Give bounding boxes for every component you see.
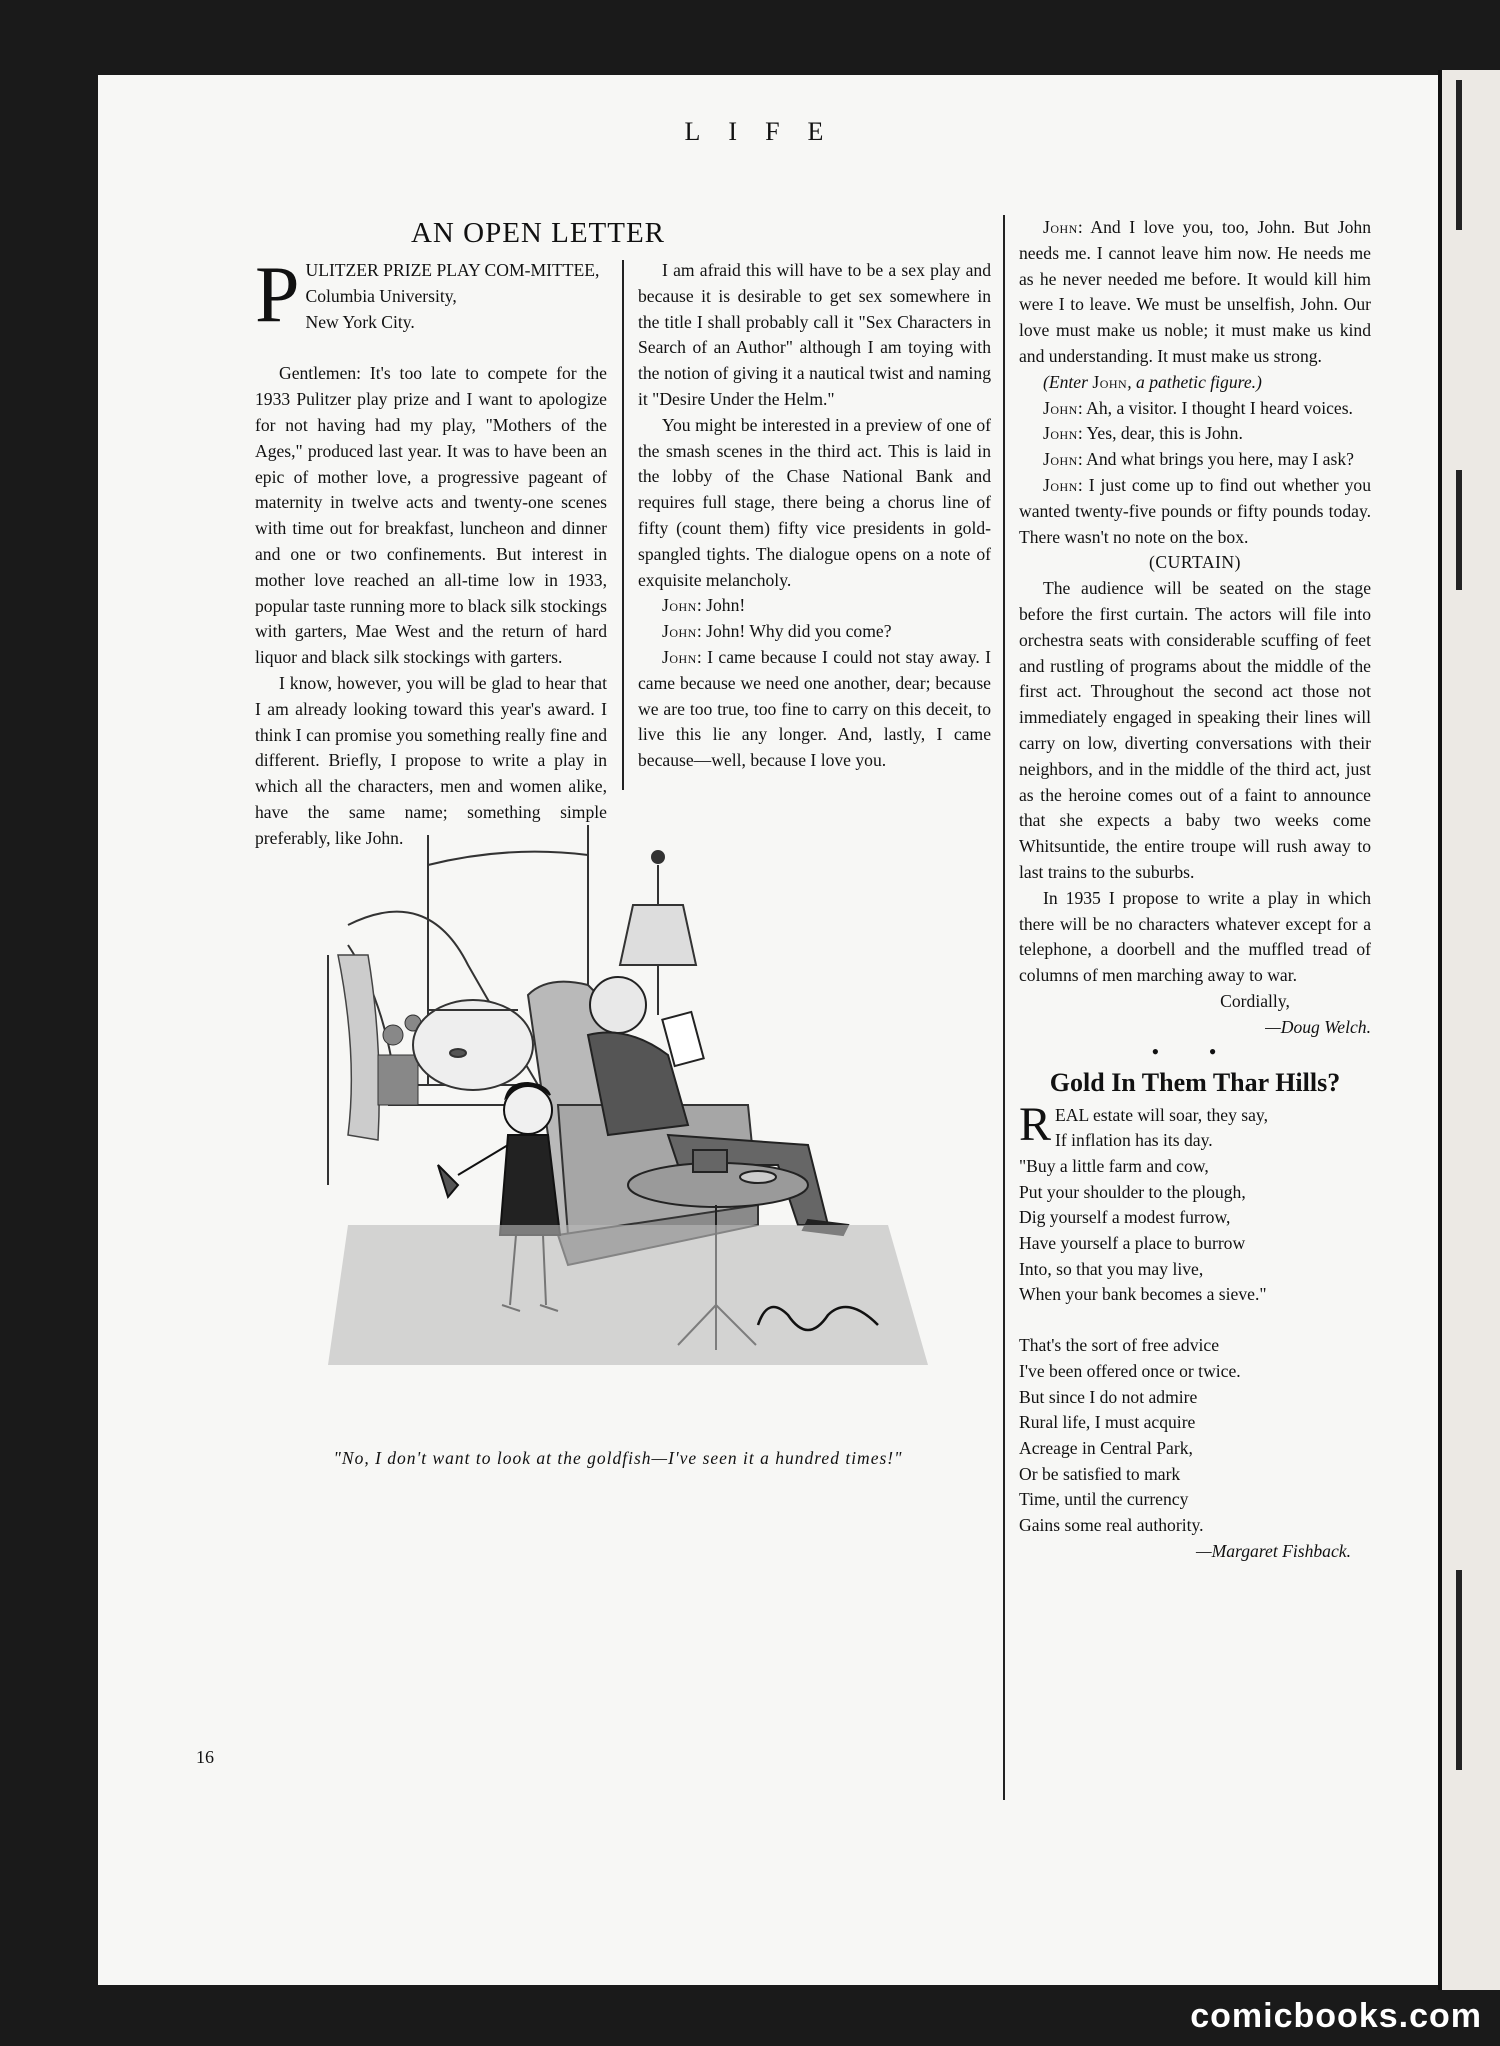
- dialogue-text: : John!: [696, 595, 746, 616]
- address-block: [255, 251, 607, 339]
- poem-line: Dig yourself a modest furrow,: [1019, 1207, 1231, 1228]
- dialogue-line: [1019, 447, 1371, 473]
- signature: —Doug Welch.: [1265, 1016, 1371, 1037]
- article-title: AN OPEN LETTER: [410, 217, 666, 249]
- dialogue-text: : And what brings you here, may I ask?: [1077, 449, 1354, 470]
- fishbowl-drawing: [413, 1000, 533, 1090]
- dialogue-line: [1019, 421, 1371, 447]
- poem-line: Put your shoulder to the plough,: [1019, 1181, 1246, 1202]
- stage-direction-text: (Enter: [1043, 371, 1093, 392]
- poem-line: If inflation has its day.: [1055, 1130, 1213, 1151]
- poem-title: Gold In Them Thar Hills?: [1049, 1067, 1341, 1097]
- poem-line: Have yourself a place to burrow: [1019, 1233, 1246, 1254]
- curtain-direction: (CURTAIN): [1149, 552, 1241, 573]
- floor-shading: [328, 1225, 928, 1365]
- poem-line: Time, until the currency: [1019, 1489, 1189, 1510]
- poem-line: "Buy a little farm and cow,: [1019, 1155, 1209, 1176]
- article-column-2: [638, 258, 991, 774]
- poem-line: Or be satisfied to mark: [1019, 1463, 1181, 1484]
- dialogue-text: : Ah, a visitor. I thought I heard voices.: [1077, 397, 1353, 418]
- dialogue-text: : John! Why did you come?: [696, 621, 892, 642]
- poem-line: Rural life, I must acquire: [1019, 1412, 1196, 1433]
- stage-direction: [1019, 370, 1371, 396]
- speaker-name: John: [1043, 423, 1078, 444]
- closing: Cordially,: [1220, 990, 1290, 1011]
- poem-line: When your bank becomes a sieve.": [1019, 1284, 1267, 1305]
- address-line: ULITZER PRIZE PLAY COM-MITTEE,: [305, 260, 600, 280]
- speaker-name: John: [1043, 397, 1078, 418]
- adjacent-page-edge: [1438, 70, 1500, 1990]
- masthead: LIFE: [684, 117, 852, 146]
- dialogue-line: [638, 619, 991, 645]
- column-rule: [622, 260, 624, 790]
- speaker-name: John: [662, 595, 697, 616]
- speaker-name: John: [1092, 371, 1128, 392]
- dialogue-line: [638, 645, 991, 774]
- drop-cap: R: [1019, 1097, 1052, 1151]
- watermark: comicbooks.com: [1190, 1997, 1482, 2035]
- speaker-name: John: [1043, 217, 1078, 237]
- page-number: 16: [196, 1747, 214, 1767]
- paragraph: I know, however, you will be glad to hear that I am already looking toward this year's award. I think I can promise you something really fine and different. Briefly, I propose to write a play in which all the characters, men and women alike, have the same name; something simple preferably, like John.: [255, 672, 607, 848]
- stage-direction-text: , a pathetic figure.): [1127, 371, 1262, 392]
- dialogue-line: [1019, 396, 1371, 422]
- poem-line: That's the sort of free advice: [1019, 1335, 1220, 1356]
- poem-line: But since I do not admire: [1019, 1386, 1198, 1407]
- article-column-1: [255, 251, 607, 852]
- page-edge-shadow: [1456, 80, 1462, 230]
- dialogue-text: : I came because I could not stay away. I came because we need one another, dear; because we are too true, too fine to carry on this deceit, to live this lie any longer. And, lastly, I came because—well, because I love you.: [638, 646, 991, 771]
- dialogue-line: [1019, 215, 1371, 370]
- address-line: New York City.: [305, 311, 415, 332]
- cartoon-illustration: [288, 805, 948, 1445]
- dialogue-text: : I just come up to find out whether you wanted twenty-five pounds or fifty pounds today. There wasn't no note on the box.: [1019, 474, 1371, 547]
- poem-author: —Margaret Fishback.: [1195, 1540, 1351, 1561]
- speaker-name: John: [1043, 449, 1078, 470]
- article-column-3: [1019, 215, 1371, 1564]
- magazine-page: [98, 75, 1438, 1985]
- paragraph: In 1935 I propose to write a play in which there will be no characters whatever except for a telephone, a doorbell and the muffled tread of columns of men marching away to war.: [1019, 887, 1371, 986]
- paragraph: The audience will be seated on the stage before the first curtain. The actors will file into orchestra seats with considerable scuffing of feet and rustling of programs about the middle of the first act. Throughout the second act those not immediately engaged in speaking their lines will carry on low, diverting conversations with their neighbors, and in the middle of the third act, just as the heroine comes out of a faint to announce that she expects a baby two weeks come Whitsuntide, the entire troupe will rush away to last trains to the suburbs.: [1019, 578, 1371, 882]
- separator-dots: • •: [1151, 1038, 1239, 1064]
- speaker-name: John: [1043, 474, 1078, 495]
- paragraph: You might be interested in a preview of one of the smash scenes in the third act. This is laid in the lobby of the Chase National Bank and requires full stage, there being a chorus line of fifty (count them) fifty vice presidents in gold-spangled tights. The dialogue opens on a note of exquisite melancholy.: [638, 414, 991, 590]
- poem-line: Into, so that you may live,: [1019, 1258, 1204, 1279]
- dialogue-text: : Yes, dear, this is John.: [1077, 423, 1243, 444]
- drop-cap: P: [255, 251, 300, 339]
- paragraph: I am afraid this will have to be a sex play and because it is desirable to get sex somewhere in the title I shall probably call it "Sex Characters in Search of an Author" although I am toying with the notion of giving it a nautical twist and naming it "Desire Under the Helm.": [638, 260, 991, 409]
- poem-line: Acreage in Central Park,: [1019, 1437, 1193, 1458]
- dialogue-text: : And I love you, too, John. But John needs me. I cannot leave him now. He needs me as he never needed me before. It would kill him were I to leave. We must be unselfish, John. Our love must make us noble; it must make us kind and understanding. It must make us strong.: [1019, 217, 1371, 366]
- speaker-name: John: [662, 621, 697, 642]
- dialogue-line: [1019, 473, 1371, 550]
- paragraph: Gentlemen: It's too late to compete for the 1933 Pulitzer play prize and I want to apologize for not having had my play, "Mothers of the Ages," produced last year. It was to have been an epic of mother love, a progressive pageant of maternity in twelve acts and twenty-one scenes with time out for breakfast, luncheon and dinner and one or two confinements. But interest in mother love reached an all-time low in 1933, popular taste running more to black silk stockings with garters, Mae West and the return of hard liquor and black silk stockings with garters.: [255, 363, 607, 668]
- cartoon-caption: "No, I don't want to look at the goldfish—I've seen it a hundred times!": [333, 1448, 903, 1468]
- poem-body: [1019, 1097, 1371, 1565]
- poem-line: I've been offered once or twice.: [1019, 1360, 1241, 1381]
- address-line: Columbia University,: [305, 285, 457, 306]
- column-rule: [1003, 215, 1005, 1800]
- poem-line: Gains some real authority.: [1019, 1515, 1204, 1536]
- page-edge-shadow: [1456, 1570, 1462, 1770]
- curtain-drawing: [338, 955, 379, 1140]
- poem-line-text: EAL estate will soar, they say,: [1055, 1104, 1268, 1125]
- dialogue-line: [638, 593, 991, 619]
- page-edge-shadow: [1456, 470, 1462, 590]
- speaker-name: John: [662, 646, 697, 667]
